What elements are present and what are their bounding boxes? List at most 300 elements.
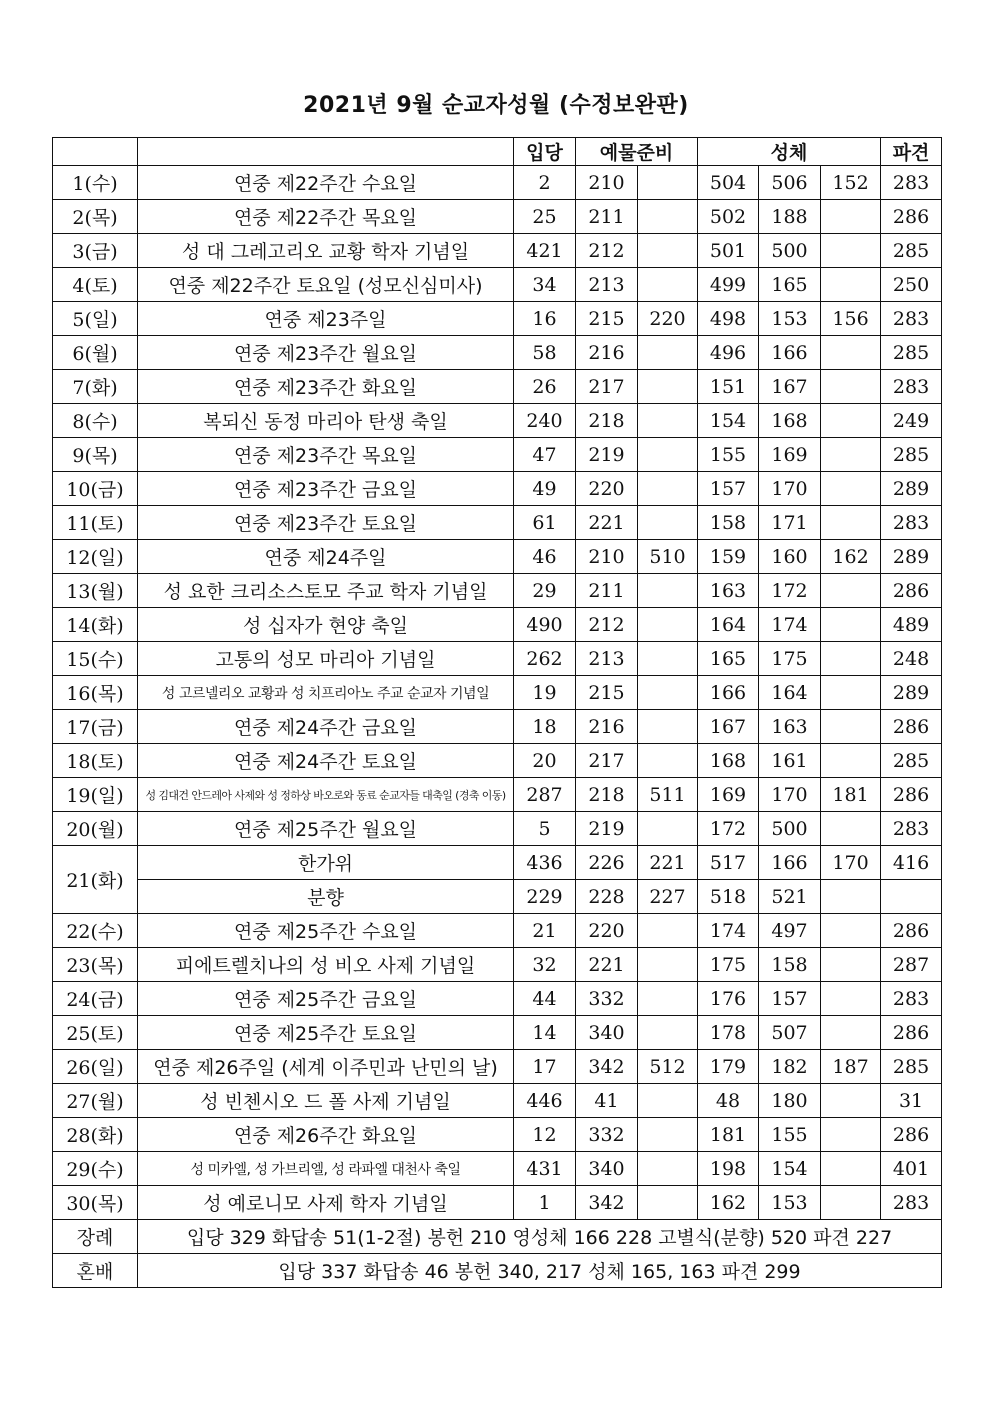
day-cell: 16(목) — [53, 676, 138, 710]
dismissal-hymn: 249 — [881, 404, 942, 438]
dismissal-hymn: 283 — [881, 506, 942, 540]
communion-hymn-2: 155 — [759, 1118, 821, 1152]
offertory-hymn-2 — [638, 166, 698, 200]
offertory-hymn-2: 221 — [638, 846, 698, 880]
communion-hymn-2: 153 — [759, 302, 821, 336]
communion-hymn-3 — [821, 472, 881, 506]
dismissal-hymn: 416 — [881, 846, 942, 880]
dismissal-hymn: 286 — [881, 200, 942, 234]
communion-hymn-3 — [821, 1186, 881, 1220]
offertory-hymn-1: 216 — [576, 710, 638, 744]
communion-hymn-3 — [821, 1084, 881, 1118]
table-row — [53, 948, 942, 982]
communion-hymn-1: 158 — [698, 506, 759, 540]
header-dismissal: 파견 — [881, 138, 942, 166]
communion-hymn-3 — [821, 812, 881, 846]
table-row — [53, 336, 942, 370]
day-cell: 23(목) — [53, 948, 138, 982]
communion-hymn-1: 501 — [698, 234, 759, 268]
offertory-hymn-1: 340 — [576, 1152, 638, 1186]
day-cell: 10(금) — [53, 472, 138, 506]
offertory-hymn-2 — [638, 710, 698, 744]
communion-hymn-1: 155 — [698, 438, 759, 472]
feast-name: 연중 제23주간 화요일 — [138, 370, 514, 404]
offertory-hymn-1: 226 — [576, 846, 638, 880]
offertory-hymn-1: 210 — [576, 540, 638, 574]
communion-hymn-2: 182 — [759, 1050, 821, 1084]
communion-hymn-2: 500 — [759, 812, 821, 846]
hymn-schedule-table — [52, 137, 942, 1288]
dismissal-hymn: 286 — [881, 1016, 942, 1050]
entrance-hymn: 240 — [514, 404, 576, 438]
communion-hymn-1: 162 — [698, 1186, 759, 1220]
header-row — [53, 138, 942, 166]
communion-hymn-3 — [821, 676, 881, 710]
offertory-hymn-2 — [638, 812, 698, 846]
entrance-hymn: 21 — [514, 914, 576, 948]
dismissal-hymn: 283 — [881, 812, 942, 846]
day-cell: 1(수) — [53, 166, 138, 200]
day-cell: 21(화) — [53, 846, 138, 914]
table-row — [53, 234, 942, 268]
table-row — [53, 1050, 942, 1084]
communion-hymn-1: 154 — [698, 404, 759, 438]
day-cell: 9(목) — [53, 438, 138, 472]
note-row-wedding — [53, 1254, 942, 1288]
feast-name: 연중 제25주간 금요일 — [138, 982, 514, 1016]
feast-name: 성 빈첸시오 드 폴 사제 기념일 — [138, 1084, 514, 1118]
communion-hymn-3 — [821, 710, 881, 744]
communion-hymn-2: 160 — [759, 540, 821, 574]
entrance-hymn: 34 — [514, 268, 576, 302]
offertory-hymn-2 — [638, 234, 698, 268]
day-cell: 7(화) — [53, 370, 138, 404]
dismissal-hymn: 283 — [881, 302, 942, 336]
table-row — [53, 982, 942, 1016]
offertory-hymn-2 — [638, 506, 698, 540]
communion-hymn-1: 502 — [698, 200, 759, 234]
offertory-hymn-1: 219 — [576, 812, 638, 846]
communion-hymn-3 — [821, 404, 881, 438]
dismissal-hymn: 286 — [881, 574, 942, 608]
offertory-hymn-2 — [638, 574, 698, 608]
communion-hymn-1: 496 — [698, 336, 759, 370]
table-row — [53, 744, 942, 778]
communion-hymn-3 — [821, 574, 881, 608]
note-text: 입당 329 화답송 51(1-2절) 봉헌 210 영성체 166 228 고별식(분향) 520 파견 227 — [138, 1220, 942, 1254]
communion-hymn-2: 497 — [759, 914, 821, 948]
table-row — [53, 880, 942, 914]
offertory-hymn-1: 41 — [576, 1084, 638, 1118]
communion-hymn-1: 175 — [698, 948, 759, 982]
offertory-hymn-2 — [638, 948, 698, 982]
feast-name: 성 미카엘, 성 가브리엘, 성 라파엘 대천사 축일 — [138, 1152, 514, 1186]
day-cell: 25(토) — [53, 1016, 138, 1050]
communion-hymn-3: 162 — [821, 540, 881, 574]
offertory-hymn-2 — [638, 982, 698, 1016]
day-cell: 30(목) — [53, 1186, 138, 1220]
entrance-hymn: 25 — [514, 200, 576, 234]
entrance-hymn: 12 — [514, 1118, 576, 1152]
communion-hymn-2: 174 — [759, 608, 821, 642]
communion-hymn-1: 504 — [698, 166, 759, 200]
feast-name: 성 예로니모 사제 학자 기념일 — [138, 1186, 514, 1220]
entrance-hymn: 262 — [514, 642, 576, 676]
offertory-hymn-1: 216 — [576, 336, 638, 370]
entrance-hymn: 287 — [514, 778, 576, 812]
offertory-hymn-1: 342 — [576, 1050, 638, 1084]
table-row — [53, 404, 942, 438]
table-row — [53, 268, 942, 302]
offertory-hymn-2 — [638, 268, 698, 302]
offertory-hymn-2: 511 — [638, 778, 698, 812]
offertory-hymn-1: 218 — [576, 778, 638, 812]
dismissal-hymn: 286 — [881, 710, 942, 744]
communion-hymn-3 — [821, 914, 881, 948]
communion-hymn-2: 175 — [759, 642, 821, 676]
feast-name: 연중 제23주간 금요일 — [138, 472, 514, 506]
dismissal-hymn: 285 — [881, 438, 942, 472]
offertory-hymn-1: 332 — [576, 982, 638, 1016]
communion-hymn-1: 166 — [698, 676, 759, 710]
dismissal-hymn: 285 — [881, 336, 942, 370]
communion-hymn-2: 153 — [759, 1186, 821, 1220]
table-row — [53, 166, 942, 200]
offertory-hymn-1: 340 — [576, 1016, 638, 1050]
day-cell: 17(금) — [53, 710, 138, 744]
entrance-hymn: 49 — [514, 472, 576, 506]
communion-hymn-3 — [821, 880, 881, 914]
communion-hymn-1: 168 — [698, 744, 759, 778]
communion-hymn-3 — [821, 744, 881, 778]
communion-hymn-3: 152 — [821, 166, 881, 200]
header-name — [138, 138, 514, 166]
offertory-hymn-1: 219 — [576, 438, 638, 472]
communion-hymn-1: 159 — [698, 540, 759, 574]
dismissal-hymn: 283 — [881, 982, 942, 1016]
dismissal-hymn: 248 — [881, 642, 942, 676]
communion-hymn-3 — [821, 234, 881, 268]
offertory-hymn-2 — [638, 1084, 698, 1118]
communion-hymn-1: 178 — [698, 1016, 759, 1050]
offertory-hymn-2 — [638, 336, 698, 370]
offertory-hymn-2: 512 — [638, 1050, 698, 1084]
table-row — [53, 846, 942, 880]
communion-hymn-3 — [821, 370, 881, 404]
communion-hymn-2: 166 — [759, 336, 821, 370]
dismissal-hymn: 401 — [881, 1152, 942, 1186]
communion-hymn-2: 170 — [759, 778, 821, 812]
communion-hymn-1: 163 — [698, 574, 759, 608]
entrance-hymn: 26 — [514, 370, 576, 404]
dismissal-hymn: 286 — [881, 1118, 942, 1152]
dismissal-hymn: 286 — [881, 914, 942, 948]
dismissal-hymn: 285 — [881, 234, 942, 268]
dismissal-hymn: 489 — [881, 608, 942, 642]
communion-hymn-1: 517 — [698, 846, 759, 880]
header-entrance: 입당 — [514, 138, 576, 166]
communion-hymn-2: 165 — [759, 268, 821, 302]
table-row — [53, 506, 942, 540]
header-communion: 성체 — [698, 138, 881, 166]
day-cell: 5(일) — [53, 302, 138, 336]
communion-hymn-2: 500 — [759, 234, 821, 268]
table-row — [53, 200, 942, 234]
table-row — [53, 574, 942, 608]
communion-hymn-2: 521 — [759, 880, 821, 914]
communion-hymn-3 — [821, 1016, 881, 1050]
day-cell: 24(금) — [53, 982, 138, 1016]
table-row — [53, 438, 942, 472]
day-cell: 22(수) — [53, 914, 138, 948]
communion-hymn-3 — [821, 1118, 881, 1152]
entrance-hymn: 436 — [514, 846, 576, 880]
offertory-hymn-1: 221 — [576, 948, 638, 982]
offertory-hymn-2 — [638, 744, 698, 778]
day-cell: 2(목) — [53, 200, 138, 234]
communion-hymn-1: 198 — [698, 1152, 759, 1186]
offertory-hymn-1: 220 — [576, 914, 638, 948]
day-cell: 28(화) — [53, 1118, 138, 1152]
communion-hymn-1: 169 — [698, 778, 759, 812]
communion-hymn-1: 165 — [698, 642, 759, 676]
dismissal-hymn: 285 — [881, 744, 942, 778]
feast-name: 연중 제23주간 목요일 — [138, 438, 514, 472]
entrance-hymn: 19 — [514, 676, 576, 710]
table-row — [53, 1016, 942, 1050]
entrance-hymn: 229 — [514, 880, 576, 914]
feast-name: 연중 제24주간 토요일 — [138, 744, 514, 778]
day-cell: 29(수) — [53, 1152, 138, 1186]
offertory-hymn-2 — [638, 642, 698, 676]
offertory-hymn-1: 215 — [576, 676, 638, 710]
offertory-hymn-1: 217 — [576, 370, 638, 404]
table-row — [53, 1084, 942, 1118]
day-cell: 19(일) — [53, 778, 138, 812]
table-row — [53, 642, 942, 676]
dismissal-hymn: 285 — [881, 1050, 942, 1084]
feast-name: 연중 제22주간 수요일 — [138, 166, 514, 200]
offertory-hymn-1: 212 — [576, 234, 638, 268]
note-row-funeral — [53, 1220, 942, 1254]
offertory-hymn-1: 213 — [576, 268, 638, 302]
table-row — [53, 812, 942, 846]
communion-hymn-3 — [821, 982, 881, 1016]
entrance-hymn: 17 — [514, 1050, 576, 1084]
communion-hymn-1: 181 — [698, 1118, 759, 1152]
entrance-hymn: 14 — [514, 1016, 576, 1050]
communion-hymn-2: 167 — [759, 370, 821, 404]
offertory-hymn-1: 342 — [576, 1186, 638, 1220]
entrance-hymn: 16 — [514, 302, 576, 336]
feast-name: 성 대 그레고리오 교황 학자 기념일 — [138, 234, 514, 268]
communion-hymn-2: 166 — [759, 846, 821, 880]
entrance-hymn: 20 — [514, 744, 576, 778]
communion-hymn-1: 174 — [698, 914, 759, 948]
feast-name: 복되신 동정 마리아 탄생 축일 — [138, 404, 514, 438]
feast-name: 연중 제26주일 (세계 이주민과 난민의 날) — [138, 1050, 514, 1084]
note-text: 입당 337 화답송 46 봉헌 340, 217 성체 165, 163 파견 299 — [138, 1254, 942, 1288]
communion-hymn-2: 157 — [759, 982, 821, 1016]
communion-hymn-3: 156 — [821, 302, 881, 336]
entrance-hymn: 2 — [514, 166, 576, 200]
offertory-hymn-2 — [638, 676, 698, 710]
communion-hymn-2: 507 — [759, 1016, 821, 1050]
communion-hymn-1: 151 — [698, 370, 759, 404]
dismissal-hymn: 286 — [881, 778, 942, 812]
communion-hymn-2: 163 — [759, 710, 821, 744]
day-cell: 13(월) — [53, 574, 138, 608]
dismissal-hymn: 289 — [881, 472, 942, 506]
entrance-hymn: 431 — [514, 1152, 576, 1186]
feast-name: 연중 제22주간 목요일 — [138, 200, 514, 234]
entrance-hymn: 47 — [514, 438, 576, 472]
feast-name: 분향 — [138, 880, 514, 914]
day-cell: 12(일) — [53, 540, 138, 574]
offertory-hymn-1: 218 — [576, 404, 638, 438]
day-cell: 20(월) — [53, 812, 138, 846]
table-row — [53, 540, 942, 574]
communion-hymn-2: 180 — [759, 1084, 821, 1118]
table-row — [53, 370, 942, 404]
communion-hymn-1: 167 — [698, 710, 759, 744]
entrance-hymn: 58 — [514, 336, 576, 370]
offertory-hymn-1: 332 — [576, 1118, 638, 1152]
communion-hymn-2: 154 — [759, 1152, 821, 1186]
feast-name: 연중 제24주일 — [138, 540, 514, 574]
dismissal-hymn: 289 — [881, 676, 942, 710]
offertory-hymn-2 — [638, 914, 698, 948]
note-label: 장례 — [53, 1220, 138, 1254]
offertory-hymn-2: 227 — [638, 880, 698, 914]
feast-name: 연중 제25주간 월요일 — [138, 812, 514, 846]
table-row — [53, 472, 942, 506]
dismissal-hymn: 289 — [881, 540, 942, 574]
offertory-hymn-2 — [638, 472, 698, 506]
communion-hymn-2: 164 — [759, 676, 821, 710]
table-row — [53, 710, 942, 744]
table-row — [53, 1152, 942, 1186]
offertory-hymn-1: 212 — [576, 608, 638, 642]
communion-hymn-2: 506 — [759, 166, 821, 200]
communion-hymn-1: 176 — [698, 982, 759, 1016]
communion-hymn-3: 170 — [821, 846, 881, 880]
communion-hymn-2: 188 — [759, 200, 821, 234]
offertory-hymn-2 — [638, 608, 698, 642]
day-cell: 18(토) — [53, 744, 138, 778]
offertory-hymn-2 — [638, 438, 698, 472]
communion-hymn-1: 157 — [698, 472, 759, 506]
communion-hymn-2: 168 — [759, 404, 821, 438]
communion-hymn-2: 172 — [759, 574, 821, 608]
communion-hymn-2: 170 — [759, 472, 821, 506]
feast-name: 성 고르넬리오 교황과 성 치프리아노 주교 순교자 기념일 — [138, 676, 514, 710]
feast-name: 연중 제26주간 화요일 — [138, 1118, 514, 1152]
offertory-hymn-2 — [638, 200, 698, 234]
day-cell: 3(금) — [53, 234, 138, 268]
feast-name: 연중 제22주간 토요일 (성모신심미사) — [138, 268, 514, 302]
header-day — [53, 138, 138, 166]
offertory-hymn-1: 213 — [576, 642, 638, 676]
communion-hymn-3 — [821, 608, 881, 642]
communion-hymn-1: 179 — [698, 1050, 759, 1084]
communion-hymn-3 — [821, 200, 881, 234]
entrance-hymn: 32 — [514, 948, 576, 982]
offertory-hymn-1: 228 — [576, 880, 638, 914]
feast-name: 연중 제23주간 월요일 — [138, 336, 514, 370]
offertory-hymn-1: 215 — [576, 302, 638, 336]
communion-hymn-1: 48 — [698, 1084, 759, 1118]
entrance-hymn: 1 — [514, 1186, 576, 1220]
feast-name: 한가위 — [138, 846, 514, 880]
communion-hymn-3 — [821, 438, 881, 472]
communion-hymn-3 — [821, 948, 881, 982]
communion-hymn-3 — [821, 336, 881, 370]
dismissal-hymn — [881, 880, 942, 914]
dismissal-hymn: 283 — [881, 1186, 942, 1220]
day-cell: 8(수) — [53, 404, 138, 438]
entrance-hymn: 61 — [514, 506, 576, 540]
communion-hymn-1: 499 — [698, 268, 759, 302]
day-cell: 15(수) — [53, 642, 138, 676]
day-cell: 14(화) — [53, 608, 138, 642]
offertory-hymn-2 — [638, 370, 698, 404]
entrance-hymn: 446 — [514, 1084, 576, 1118]
communion-hymn-3: 187 — [821, 1050, 881, 1084]
table-row — [53, 676, 942, 710]
feast-name: 연중 제25주간 토요일 — [138, 1016, 514, 1050]
table-row — [53, 914, 942, 948]
feast-name: 성 십자가 현양 축일 — [138, 608, 514, 642]
offertory-hymn-1: 210 — [576, 166, 638, 200]
dismissal-hymn: 287 — [881, 948, 942, 982]
offertory-hymn-2 — [638, 404, 698, 438]
offertory-hymn-1: 211 — [576, 200, 638, 234]
offertory-hymn-2 — [638, 1118, 698, 1152]
communion-hymn-1: 172 — [698, 812, 759, 846]
communion-hymn-2: 158 — [759, 948, 821, 982]
dismissal-hymn: 31 — [881, 1084, 942, 1118]
table-row — [53, 778, 942, 812]
feast-name: 성 요한 크리소스토모 주교 학자 기념일 — [138, 574, 514, 608]
communion-hymn-3 — [821, 506, 881, 540]
day-cell: 11(토) — [53, 506, 138, 540]
feast-name: 성 김대건 안드레아 사제와 성 정하상 바오로와 동료 순교자들 대축일 (경축 이동) — [138, 778, 514, 812]
feast-name: 연중 제25주간 수요일 — [138, 914, 514, 948]
offertory-hymn-2 — [638, 1152, 698, 1186]
communion-hymn-3 — [821, 268, 881, 302]
table-row — [53, 608, 942, 642]
table-row — [53, 302, 942, 336]
offertory-hymn-2 — [638, 1016, 698, 1050]
offertory-hymn-1: 220 — [576, 472, 638, 506]
feast-name: 연중 제23주일 — [138, 302, 514, 336]
communion-hymn-3 — [821, 642, 881, 676]
feast-name: 고통의 성모 마리아 기념일 — [138, 642, 514, 676]
day-cell: 4(토) — [53, 268, 138, 302]
entrance-hymn: 29 — [514, 574, 576, 608]
communion-hymn-3 — [821, 1152, 881, 1186]
offertory-hymn-1: 217 — [576, 744, 638, 778]
communion-hymn-3: 181 — [821, 778, 881, 812]
communion-hymn-1: 518 — [698, 880, 759, 914]
communion-hymn-1: 498 — [698, 302, 759, 336]
entrance-hymn: 421 — [514, 234, 576, 268]
entrance-hymn: 5 — [514, 812, 576, 846]
header-offertory: 예물준비 — [576, 138, 698, 166]
dismissal-hymn: 250 — [881, 268, 942, 302]
entrance-hymn: 18 — [514, 710, 576, 744]
